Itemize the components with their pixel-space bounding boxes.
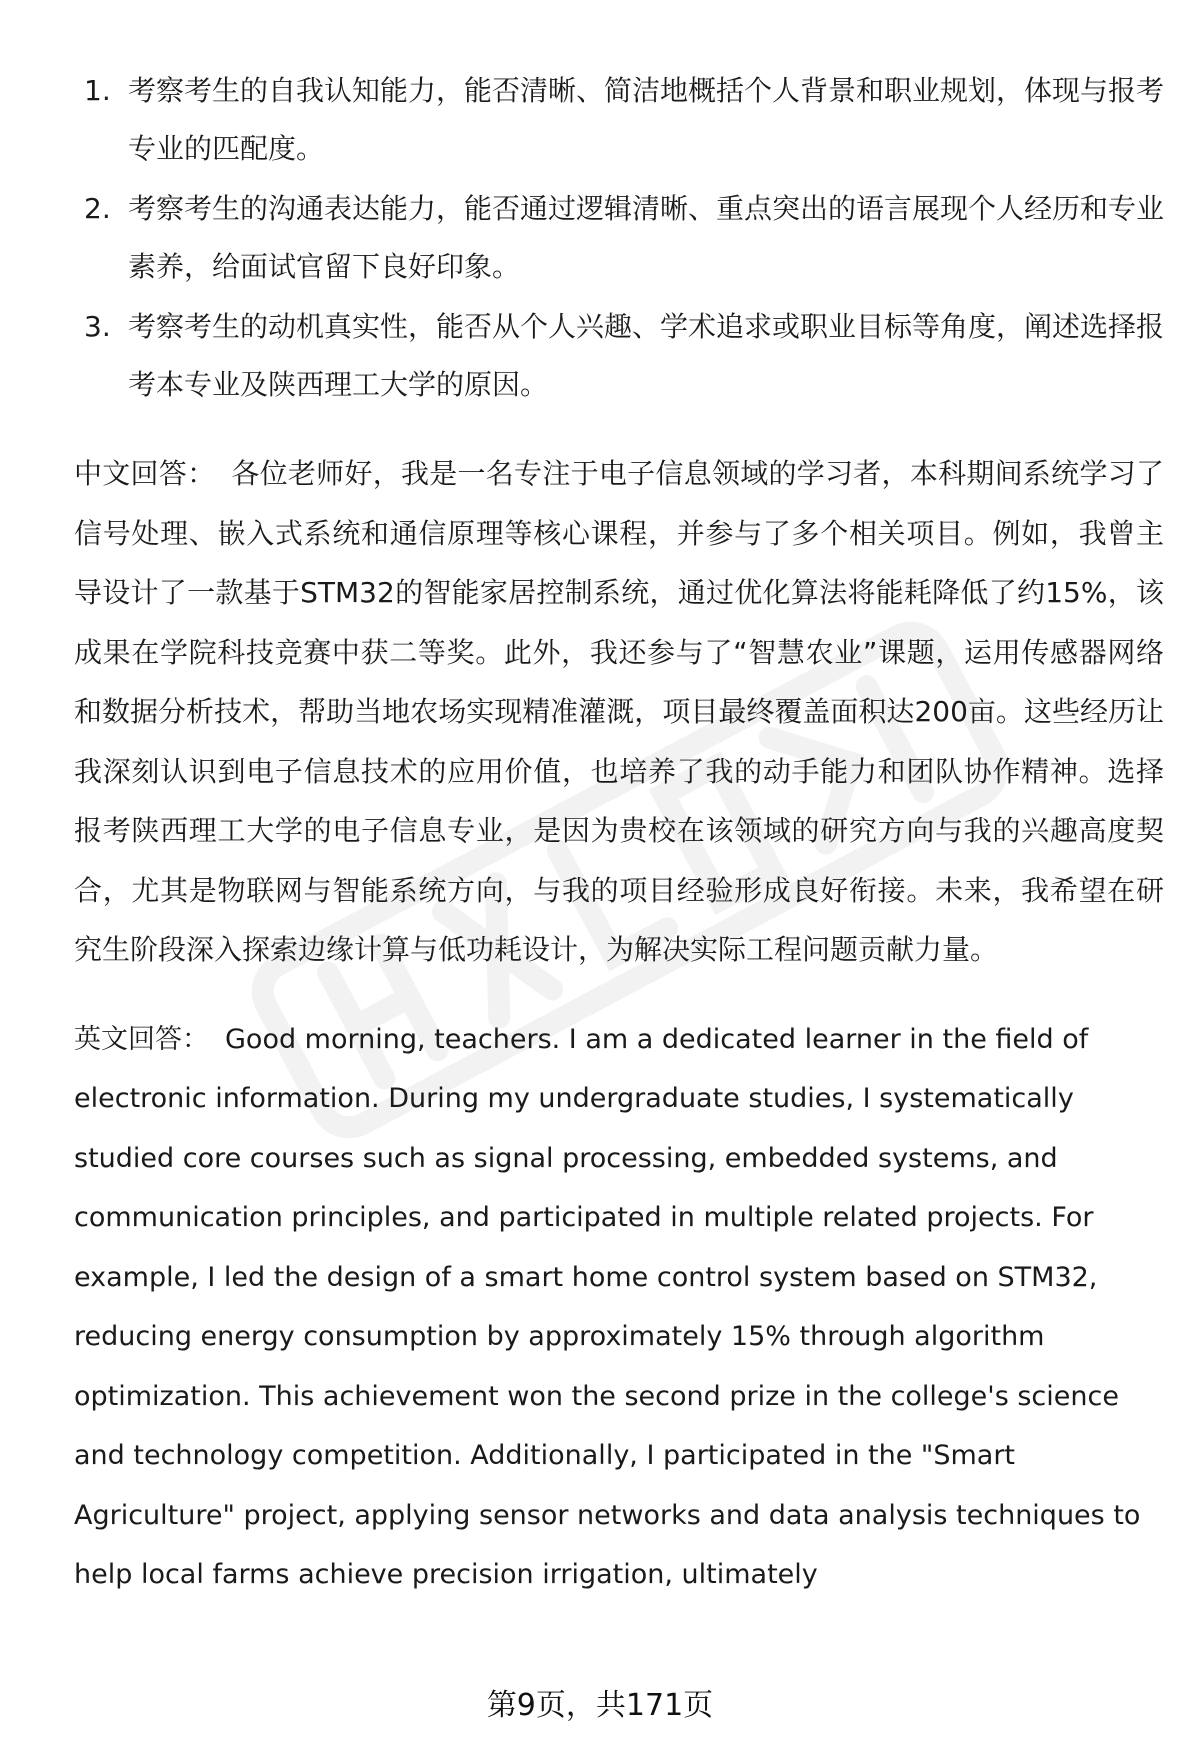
criteria-text: 考察考生的动机真实性，能否从个人兴趣、学术追求或职业目标等角度，阐述选择报考本专业及陕西理工大学的原因。 <box>128 310 1165 401</box>
document-page <box>74 62 1164 1605</box>
criteria-item <box>74 180 1164 296</box>
criteria-text: 考察考生的沟通表达能力，能否通过逻辑清晰、重点突出的语言展现个人经历和专业素养，给面试官留下良好印象。 <box>128 192 1165 283</box>
english-answer-label: 英文回答： <box>74 1023 209 1055</box>
chinese-answer-text: 各位老师好，我是一名专注于电子信息领域的学习者，本科期间系统学习了信号处理、嵌入式系统和通信原理等核心课程，并参与了多个相关项目。例如，我曾主导设计了一款基于STM32的智能家居控制系统，通过优化算法将能耗降低了约15%，该成果在学院科技竞赛中获二等奖。此外，我还参与了“智慧农业”课题，运用传感器网络和数据分析技术，帮助当地农场实现精准灌溉，项目最终覆盖面积达200亩。这些经历让我深刻认识到电子信息技术的应用价值，也培养了我的动手能力和团队协作精神。选择报考陕西理工大学的电子信息专业，是因为贵校在该领域的研究方向与我的兴趣高度契合，尤其是物联网与智能系统方向，与我的项目经验形成良好衔接。未来，我希望在研究生阶段深入探索边缘计算与低功耗设计，为解决实际工程问题贡献力量。 <box>74 457 1164 966</box>
criteria-text: 考察考生的自我认知能力，能否清晰、简洁地概括个人背景和职业规划，体现与报考专业的匹配度。 <box>128 74 1165 165</box>
page-footer: 第9页，共171页 <box>486 1688 714 1723</box>
chinese-answer <box>74 444 1164 980</box>
english-answer <box>74 1010 1164 1605</box>
english-answer-text: Good morning, teachers. I am a dedicated learner in the field of electronic information. During my undergraduate studies, I systematically studied core courses such as signal processing, embedded systems, and communication principles, and participated in multiple related projects. For example, I led the design of a smart home control system based on STM32, reducing energy consumption by approximately 15% through algorithm optimization. This achievement won the second prize in the college's science and technology competition. Additionally, I participated in the "Smart Agriculture" project, applying sensor networks and data analysis techniques to help local farms achieve precision irrigation, ultimately <box>74 1023 1141 1590</box>
chinese-answer-label: 中文回答： <box>74 457 216 490</box>
criteria-number: 1. <box>84 74 111 107</box>
criteria-item <box>74 62 1164 178</box>
criteria-number: 2. <box>84 192 111 225</box>
criteria-number: 3. <box>84 310 111 343</box>
evaluation-criteria-list <box>74 62 1164 414</box>
criteria-item <box>74 298 1164 414</box>
